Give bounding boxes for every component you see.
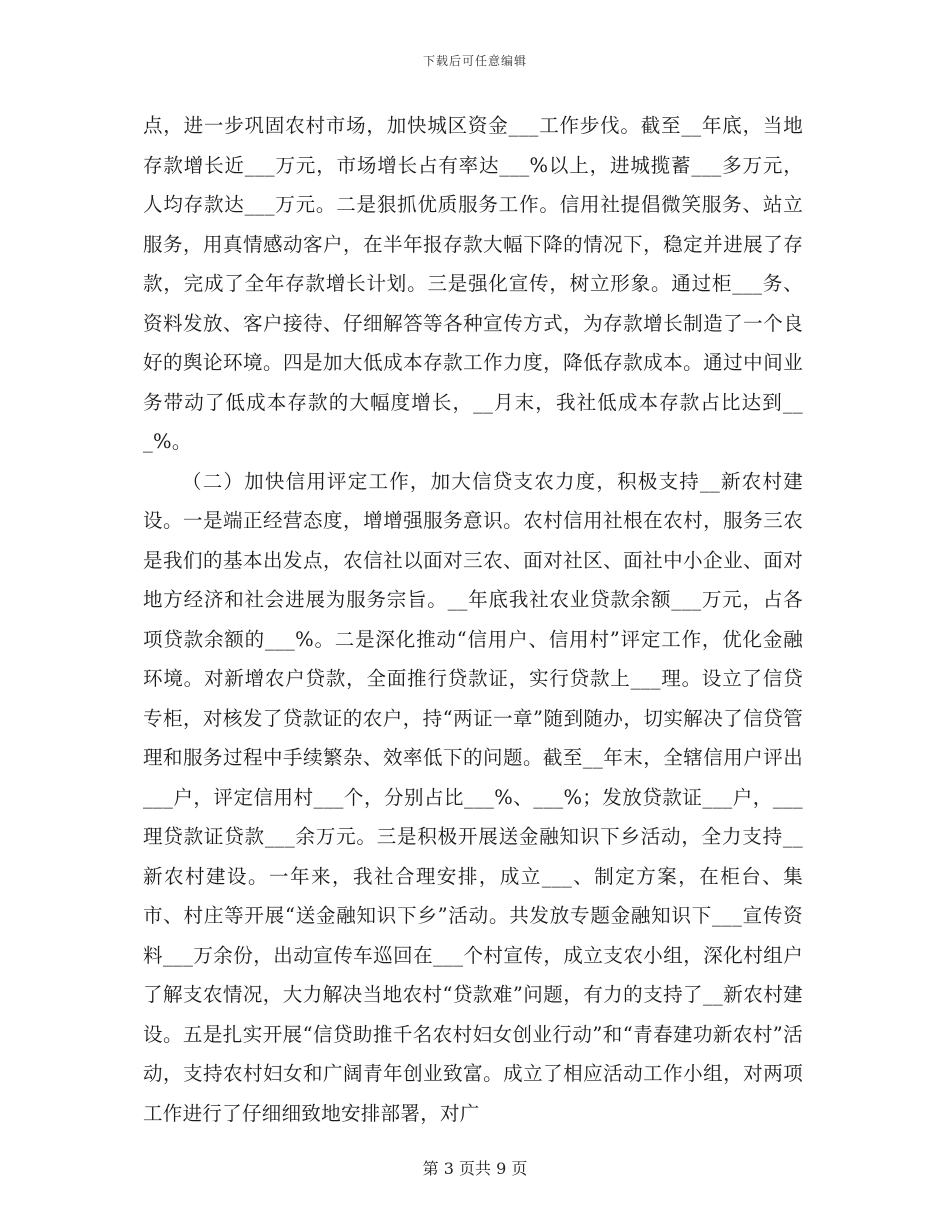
document-body (143, 106, 803, 1133)
paragraph-1: 点，进一步巩固农村市场，加快城区资金___工作步伐。截至__年底，当地存款增长近___万元，市场增长占有率达___%以上，进城揽蓄___多万元，人均存款达___万元。二是狠抓优质服务工作。信用社提倡微笑服务、站立服务，用真情感动客户，在半年报存款大幅下降的情况下，稳定并进展了存款，完成了全年存款增长计划。三是强化宣传，树立形象。通过柜___务、资料发放、客户接待、仔细解答等各种宣传方式，为存款增长制造了一个良好的舆论环境。四是加大低成本存款工作力度，降低存款成本。通过中间业务带动了低成本存款的大幅度增长，__月末，我社低成本存款占比达到___%。 (143, 114, 803, 453)
page-header: 下载后可任意编辑 (422, 54, 527, 68)
page-footer: 第 3 页共 9 页 (422, 1159, 528, 1178)
paragraph-2: （二）加快信用评定工作，加大信贷支农力度，积极支持__新农村建设。一是端正经营态度，增增强服务意识。农村信用社根在农村，服务三农是我们的基本出发点，农信社以面对三农、面对社区、面社中小企业、面对地方经济和社会进展为服务宗旨。__年底我社农业贷款余额___万元，占各项贷款余额的___%。二是深化推动“信用户、信用村”评定工作，优化金融环境。对新增农户贷款，全面推行贷款证，实行贷款上___理。设立了信贷专柜，对核发了贷款证的农户，持“两证一章”随到随办，切实解决了信贷管理和服务过程中手续繁杂、效率低下的问题。截至__年末，全辖信用户评出___户，评定信用村___个，分别占比___%、___%；发放贷款证___户，___理贷款证贷款___余万元。三是积极开展送金融知识下乡活动，全力支持__新农村建设。一年来，我社合理安排，成立___、制定方案，在柜台、集市、村庄等开展“送金融知识下乡”活动。共发放专题金融知识下___宣传资料___万余份，出动宣传车巡回在___个村宣传，成立支农小组，深化村组户了解支农情况，大力解决当地农村“贷款难”问题，有力的支持了__新农村建设。五是扎实开展“信贷助推千名农村妇女创业行动”和“青春建功新农村”活动，支持农村妇女和广阔青年创业致富。成立了相应活动工作小组，对两项工作进行了仔细细致地安排部署，对广 (143, 469, 803, 1125)
